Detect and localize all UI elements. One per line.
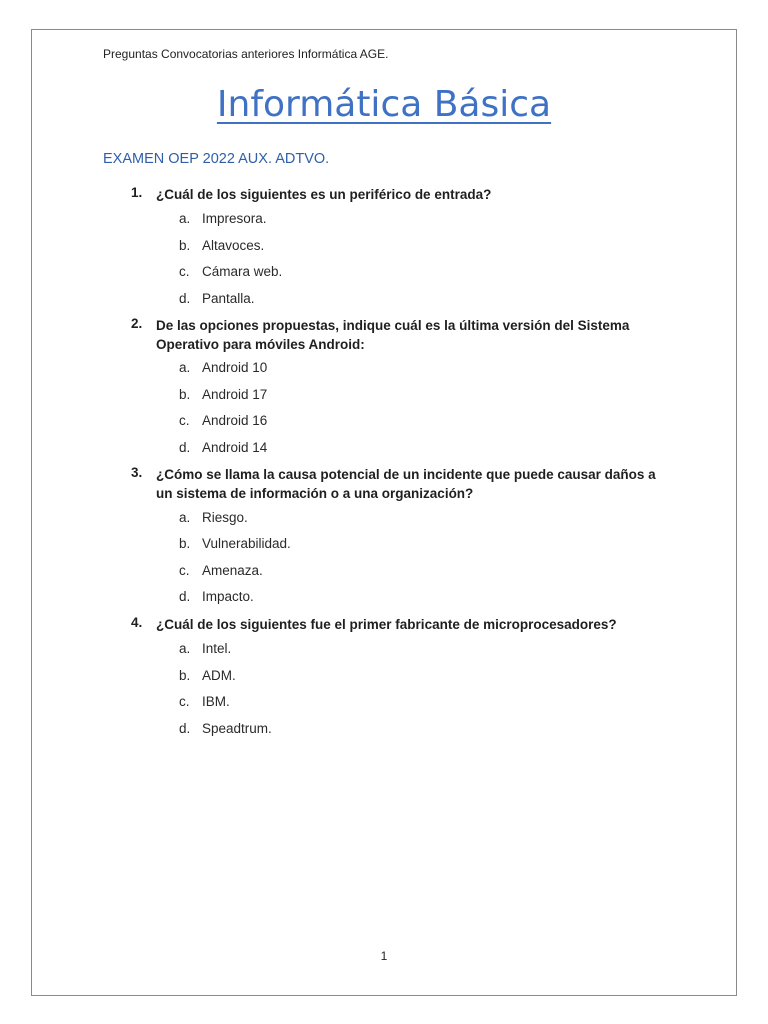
- option-letter: c.: [179, 264, 190, 279]
- question-text: De las opciones propuestas, indique cuál es la última versión del Sistema Operativo para móviles Android:: [156, 318, 630, 352]
- option-letter: c.: [179, 563, 190, 578]
- option-text: Android 10: [202, 360, 268, 375]
- question-number: 1.: [131, 185, 143, 200]
- option-text: Altavoces.: [202, 238, 265, 253]
- option-text: Impacto.: [202, 589, 254, 604]
- option-letter: a.: [179, 211, 191, 226]
- question-number: 2.: [131, 316, 143, 331]
- question-text: ¿Cuál de los siguientes fue el primer fabricante de microprocesadores?: [156, 617, 617, 632]
- option-letter: b.: [179, 238, 191, 253]
- option-letter: d.: [179, 440, 191, 455]
- option-text: Android 16: [202, 413, 268, 428]
- option-letter: a.: [179, 641, 191, 656]
- option-text: Riesgo.: [202, 510, 248, 525]
- option-letter: b.: [179, 668, 191, 683]
- option-text: Cámara web.: [202, 264, 283, 279]
- exam-heading: EXAMEN OEP 2022 AUX. ADTVO.: [103, 151, 330, 167]
- option-text: Pantalla.: [202, 291, 255, 306]
- option-text: Android 14: [202, 440, 268, 455]
- option-letter: c.: [179, 694, 190, 709]
- option-text: Android 17: [202, 387, 268, 402]
- page-border: [31, 29, 737, 996]
- question-text: ¿Cuál de los siguientes es un periférico de entrada?: [156, 187, 492, 202]
- option-letter: a.: [179, 510, 191, 525]
- option-text: Impresora.: [202, 211, 267, 226]
- page-title: Informática Básica: [216, 84, 552, 125]
- page-title-wrapper: [0, 84, 768, 125]
- question-number: 3.: [131, 465, 143, 480]
- option-letter: d.: [179, 589, 191, 604]
- option-text: Vulnerabilidad.: [202, 536, 291, 551]
- option-letter: b.: [179, 536, 191, 551]
- option-letter: d.: [179, 291, 191, 306]
- option-text: ADM.: [202, 668, 236, 683]
- page-number: 1: [380, 949, 388, 963]
- option-text: IBM.: [202, 694, 230, 709]
- option-text: Amenaza.: [202, 563, 263, 578]
- question-number: 4.: [131, 615, 143, 630]
- option-letter: a.: [179, 360, 191, 375]
- option-text: Intel.: [202, 641, 232, 656]
- option-text: Speadtrum.: [202, 721, 272, 736]
- option-letter: d.: [179, 721, 191, 736]
- option-letter: b.: [179, 387, 191, 402]
- option-letter: c.: [179, 413, 190, 428]
- page-header: Preguntas Convocatorias anteriores Informática AGE.: [103, 47, 389, 61]
- question-text: ¿Cómo se llama la causa potencial de un incidente que puede causar daños a un sistema de información o a una organización?: [156, 467, 656, 501]
